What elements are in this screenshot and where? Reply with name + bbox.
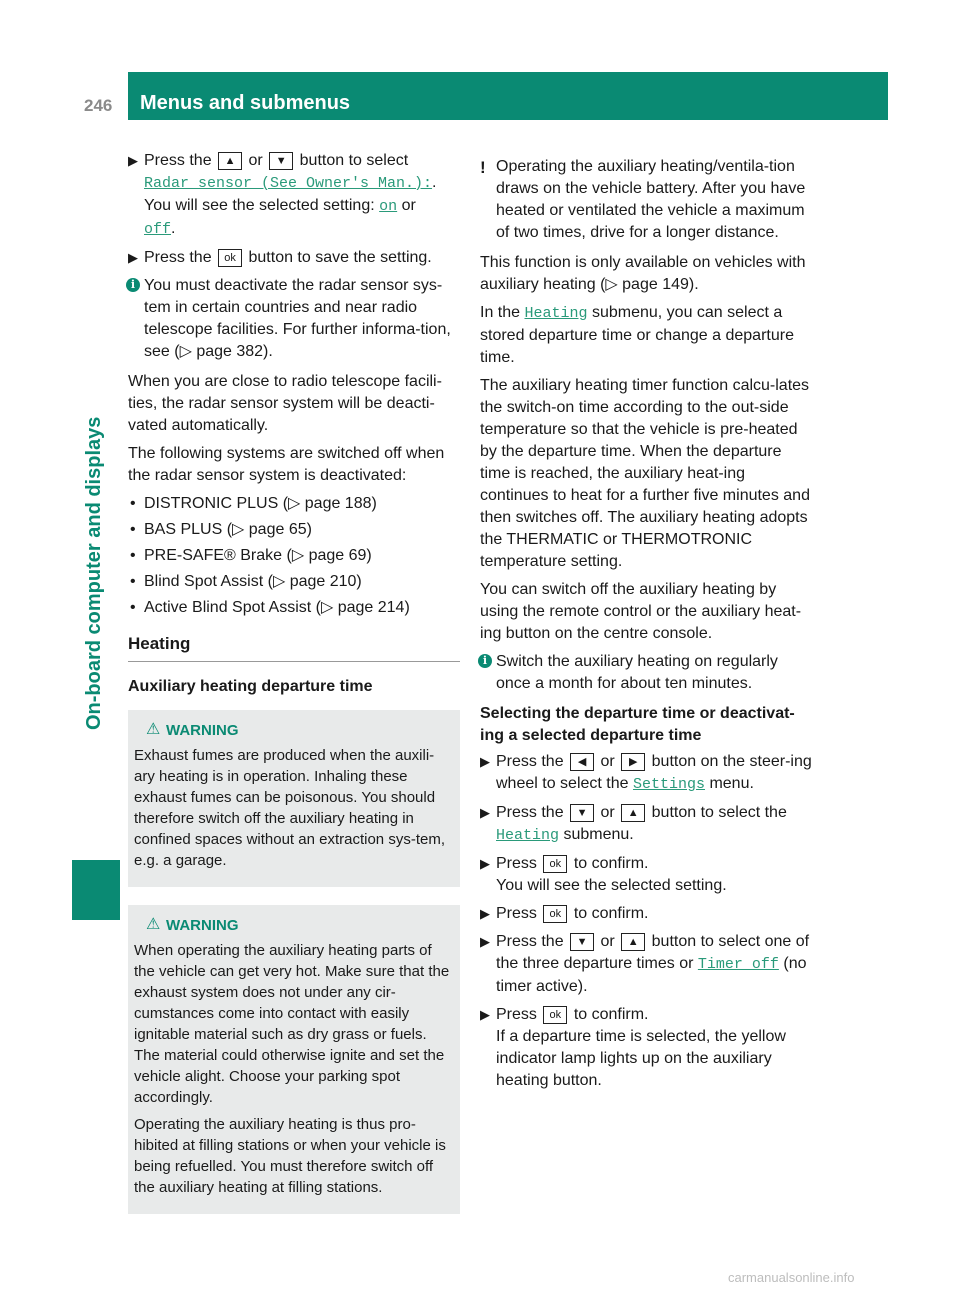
step: ▶ Press ok to confirm. You will see the selected setting.: [480, 855, 727, 894]
list-item: • PRE-SAFE® Brake (▷ page 69): [130, 547, 372, 564]
up-key-icon: ▲: [218, 152, 242, 170]
page-number: 246: [84, 96, 113, 115]
ok-key-icon: ok: [218, 249, 242, 267]
step-arrow-icon: ▶: [128, 153, 138, 168]
subheading: Selecting the departure time or deactivat-ing a selected departure time: [480, 705, 795, 744]
side-tab-label: On-board computer and displays: [83, 416, 105, 730]
settings-menu-item: Settings: [632, 776, 705, 793]
off-setting: off: [144, 221, 172, 238]
left-column: [128, 150, 460, 1232]
info-icon: i: [478, 654, 492, 668]
timer-off-item: Timer off: [697, 956, 779, 973]
side-tab-block: [72, 860, 120, 920]
paragraph: The auxiliary heating timer function calcu-lates the switch-on time according to the out-side temperature so that the vehicle is pre-heated by the departure time. When the departure time is reached, the auxiliary heat-ing continues to heat for a further five minutes and then switches off. The auxiliary heating adopts the THERMATIC or THERMOTRONIC temperature setting.: [480, 377, 810, 570]
page-title: Menus and submenus: [140, 92, 351, 114]
step-arrow-icon: ▶: [128, 250, 138, 265]
list-item: • BAS PLUS (▷ page 65): [130, 521, 312, 538]
warning-box: ⚠ WARNING Exhaust fumes are produced when the auxili-ary heating is in operation. Inhaling these exhaust fumes can be poisonous. You should therefore switch off the auxiliary heating in confined spaces without an extraction sys-tem, e.g. a garage.: [128, 710, 460, 887]
right-key-icon: ▶: [621, 753, 645, 771]
step-arrow-icon: ▶: [480, 856, 490, 871]
subsection-title: Auxiliary heating departure time: [128, 678, 373, 695]
ok-key-icon: ok: [543, 1006, 567, 1024]
list-item: • DISTRONIC PLUS (▷ page 188): [130, 495, 377, 512]
step-arrow-icon: ▶: [480, 805, 490, 820]
paragraph: The following systems are switched off when the radar sensor system is deactivated:: [128, 445, 445, 484]
header-separator: [124, 72, 126, 120]
list-item: • Blind Spot Assist (▷ page 210): [130, 573, 362, 590]
step-arrow-icon: ▶: [480, 934, 490, 949]
down-key-icon: ▼: [269, 152, 293, 170]
left-key-icon: ◀: [570, 753, 594, 771]
paragraph: This function is only available on vehicles with auxiliary heating (▷ page 149).: [480, 254, 806, 293]
step: ▶ Press the ◀ or ▶ button on the steer-ing wheel to select the Settings menu.: [480, 753, 812, 793]
up-key-icon: ▲: [621, 804, 645, 822]
paragraph: You can switch off the auxiliary heating by using the remote control or the auxiliary heat-ing button on the centre console.: [480, 581, 802, 642]
on-setting: on: [379, 198, 398, 215]
paragraph: When you are close to radio telescope facili-ties, the radar sensor system will be deacti-vated automatically.: [128, 373, 442, 434]
step-arrow-icon: ▶: [480, 754, 490, 769]
step-arrow-icon: ▶: [480, 1007, 490, 1022]
heating-menu-item: Heating: [496, 827, 560, 844]
ok-key-icon: ok: [543, 855, 567, 873]
step: ▶ Press the ▼ or ▲ button to select one of the three departure times or Timer off (no timer active).: [480, 933, 810, 995]
step: ▶ Press the ▼ or ▲ button to select the Heating submenu.: [480, 804, 787, 844]
step-save-setting: ▶ Press the ok button to save the setting.: [128, 247, 460, 269]
notice: ! Operating the auxiliary heating/ventila-tion draws on the vehicle battery. After you have heated or ventilated the vehicle a maximum of two times, drive for a longer distance.: [480, 158, 806, 241]
section-title: Heating: [128, 633, 460, 662]
heating-menu-item: Heating: [524, 305, 588, 322]
info-icon: i: [126, 278, 140, 292]
warning-triangle-icon: ⚠: [146, 916, 161, 933]
warning-heading: ⚠ WARNING: [146, 721, 239, 739]
info-note: i Switch the auxiliary heating on regularly once a month for about ten minutes.: [480, 651, 815, 695]
watermark: carmanualsonline.info: [728, 1270, 855, 1285]
warning-triangle-icon: ⚠: [146, 721, 161, 738]
radar-menu-item: Radar sensor (See Owner's Man.):: [144, 175, 433, 192]
warning-heading: ⚠ WARNING: [146, 916, 239, 934]
step-arrow-icon: ▶: [480, 906, 490, 921]
ok-key-icon: ok: [543, 905, 567, 923]
down-key-icon: ▼: [570, 933, 594, 951]
right-column: [480, 150, 815, 1098]
step: ▶ Press ok to confirm.: [480, 903, 815, 925]
paragraph: In the Heating submenu, you can select a stored departure time or change a departure time.: [480, 304, 794, 366]
list-item: • Active Blind Spot Assist (▷ page 214): [130, 599, 410, 616]
info-note: i You must deactivate the radar sensor sys-tem in certain countries and near radio telescope facilities. For further informa-tion, see (▷ page 382).: [128, 275, 460, 363]
step: ▶ Press ok to confirm. If a departure time is selected, the yellow indicator lamp lights up on the auxiliary heating button.: [480, 1006, 786, 1089]
warning-box: ⚠ WARNING When operating the auxiliary heating parts of the vehicle can get very hot. Make sure that the exhaust system does not under any cir-cumstances come into contact with easily ignitable material such as dry grass or fuels. The material could otherwise ignite and set the vehicle alight. Choose your parking spot accordingly. Operating the auxiliary heating is thus pro-hibited at filling stations or when your vehicle is being refuelled. You must therefore switch off the auxiliary heating at filling stations.: [128, 905, 460, 1214]
step-select-radar: ▶ Press the ▲ or ▼ button to select Radar sensor (See Owner's Man.):. You will see the selected setting: on or off.: [128, 152, 437, 238]
down-key-icon: ▼: [570, 804, 594, 822]
exclamation-icon: !: [480, 158, 486, 177]
up-key-icon: ▲: [621, 933, 645, 951]
